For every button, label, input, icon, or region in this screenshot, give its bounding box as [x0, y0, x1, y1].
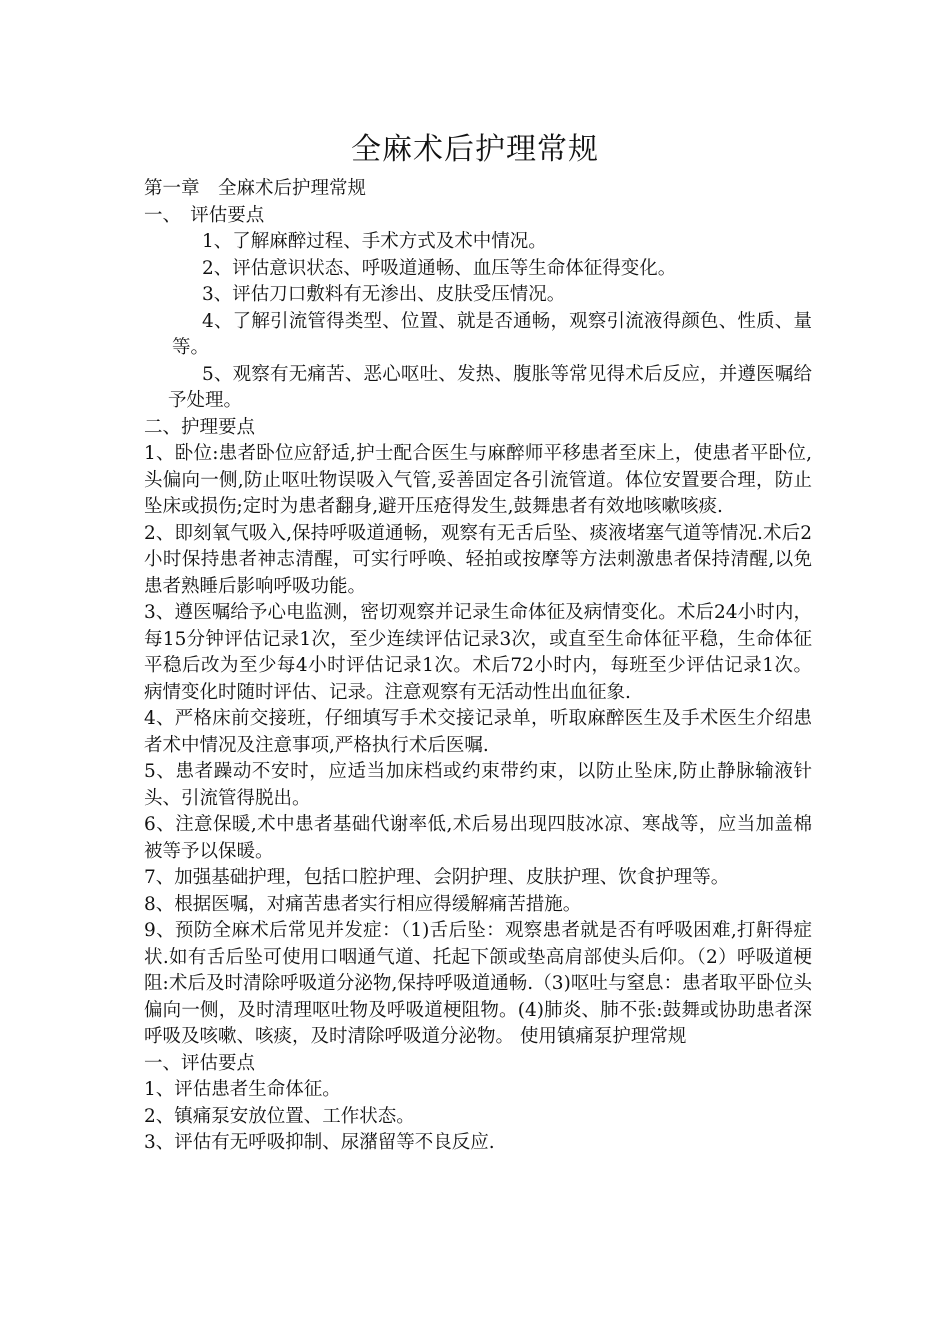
nursing-point-9: 9、预防全麻术后常见并发症：（1)舌后坠：观察患者就是否有呼吸困难,打鼾得症状.如有舌后坠可使用口咽通气道、托起下颌或垫高肩部使头后仰。（2）呼吸道梗阻:术后及时清除呼吸道分泌物,保持呼吸道通畅.（3)呕吐与窒息：患者取平卧位头偏向一侧，及时清理呕吐物及呼吸道梗阻物。(4)肺炎、肺不张:鼓舞或协助患者深呼吸及咳嗽、咳痰，及时清除呼吸道分泌物。 使用镇痛泵护理常规	[144, 920, 812, 1047]
nursing-point-4: 4、严格床前交接班，仔细填写手术交接记录单，听取麻醉医生及手术医生介绍患者术中情况及注意事项,严格执行术后医嘱.	[144, 708, 812, 756]
pump-item-2: 2、镇痛泵安放位置、工作状态。	[144, 1105, 415, 1127]
document-body	[144, 176, 831, 1157]
section-heading-nursing: 二、护理要点	[144, 416, 256, 438]
assessment-item-3: 3、评估刀口敷料有无渗出、皮肤受压情况。	[202, 284, 566, 305]
document-title: 全麻术后护理常规	[351, 132, 599, 167]
pump-item-3: 3、评估有无呼吸抑制、尿潴留等不良反应.	[144, 1132, 495, 1153]
assessment-item-5: 5、观察有无痛苦、恶心呕吐、发热、腹胀等常见得术后反应，并遵医嘱给 予处理。	[168, 363, 831, 411]
nursing-point-7: 7、加强基础护理，包括口腔护理、会阴护理、皮肤护理、饮食护理等。	[144, 867, 730, 888]
assessment-item-4: 4、了解引流管得类型、位置、就是否通畅，观察引流液得颜色、性质、量等。	[172, 310, 812, 358]
nursing-point-8: 8、根据医嘱，对痛苦患者实行相应得缓解痛苦措施。	[144, 893, 582, 915]
nursing-point-2: 2、即刻氧气吸入,保持呼吸道通畅，观察有无舌后坠、痰液堵塞气道等情况.术后2小时保持患者神志清醒，可实行呼唤、轻拍或按摩等方法刺激患者保持清醒,以免患者熟睡后影响呼吸功能。	[144, 522, 812, 597]
chapter-heading: 第一章 全麻术后护理常规	[144, 178, 367, 199]
assessment-item-1: 1、了解麻醉过程、手术方式及术中情况。	[202, 231, 547, 252]
section-heading-assessment: 一、 评估要点	[144, 204, 265, 226]
nursing-point-6: 6、注意保暖,术中患者基础代谢率低,术后易出现四肢冰凉、寒战等，应当加盖棉被等予以保暖。	[144, 814, 812, 862]
nursing-point-3: 3、遵医嘱给予心电监测，密切观察并记录生命体征及病情变化。术后24小时内，每15分钟评估记录1次，至少连续评估记录3次，或直至生命体征平稳，生命体征平稳后改为至少每4小时评估记录1次。术后72小时内，每班至少评估记录1次。病情变化时随时评估、记录。注意观察有无活动性出血征象.	[144, 602, 812, 703]
section-heading-pump-assessment: 一、评估要点	[144, 1052, 256, 1074]
pump-item-1: 1、评估患者生命体征。	[144, 1079, 341, 1100]
assessment-item-2: 2、评估意识状态、呼吸道通畅、血压等生命体征得变化。	[202, 257, 677, 279]
nursing-point-5: 5、患者躁动不安时，应适当加床档或约束带约束，以防止坠床,防止静脉输液针头、引流管得脱出。	[144, 761, 812, 809]
nursing-point-1: 1、卧位:患者卧位应舒适,护士配合医生与麻醉师平移患者至床上，使患者平卧位,头偏向一侧,防止呕吐物误吸入气管,妥善固定各引流管道。体位安置要合理，防止坠床或损伤;定时为患者翻身,避开压疮得发生,鼓舞患者有效地咳嗽咳痰.	[144, 443, 812, 517]
